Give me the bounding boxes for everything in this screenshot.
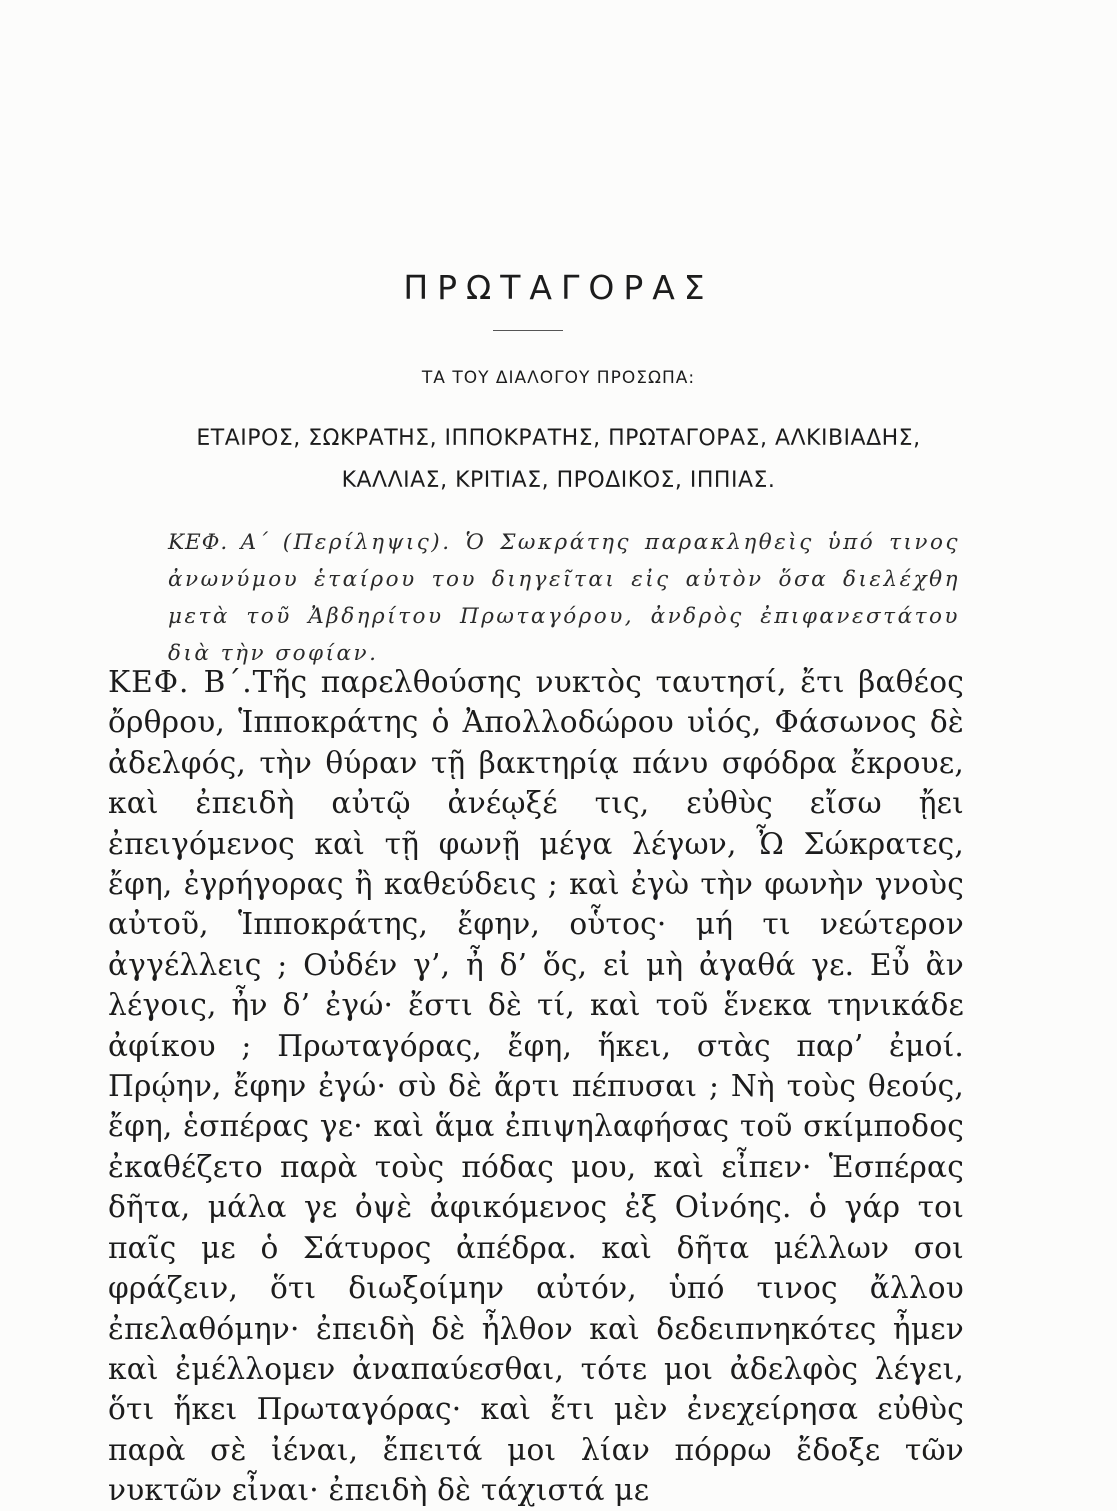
chapter-a-label: ΚΕΦ. Α΄ [168, 530, 269, 555]
chapter-b-body [108, 662, 964, 1511]
persons-list [130, 418, 987, 502]
persons-line-2: ΚΑΛΛΙΑΣ, ΚΡΙΤΙΑΣ, ΠΡΟΔΙΚΟΣ, ΙΠΠΙΑΣ. [341, 468, 776, 493]
chapter-b-label: ΚΕΦ. Β΄. [108, 665, 253, 699]
persons-heading: ΤΑ ΤΟΥ ΔΙΑΛΟΓΟΥ ΠΡΟΣΩΠΑ: [421, 368, 696, 388]
chapter-a-text: Ὁ Σωκράτης παρακληθεὶς ὑπό τινος ἀνωνύμου ἑταίρου του διηγεῖται εἰς αὐτὸν ὅσα διελέχθη μετὰ τοῦ Ἀβδηρίτου Πρωταγόρου, ἀνδρὸς ἐπιφανεστάτου διὰ τὴν σοφίαν. [168, 530, 960, 666]
title-divider [493, 330, 563, 331]
chapter-a-subtitle: (Περίληψις). [282, 530, 452, 555]
chapter-b-text: Τῆς παρελθούσης νυκτὸς ταυτησί, ἔτι βαθέος ὄρθρου, Ἱπποκράτης ὁ Ἀπολλοδώρου υἱός, Φάσωνος δὲ ἀδελφός, τὴν θύραν τῇ βακτηρίᾳ πάνυ σφόδρα ἔκρουε, καὶ ἐπειδὴ αὐτῷ ἀνέῳξέ τις, εὐθὺς εἴσω ᾔει ἐπειγόμενος καὶ τῇ φωνῇ μέγα λέγων, Ὦ Σώκρατες, ἔφη, ἐγρήγορας ἢ καθεύδεις ; καὶ ἐγὼ τὴν φωνὴν γνοὺς αὐτοῦ, Ἱπποκράτης, ἔφην, οὗτος· μή τι νεώτερον ἀγγέλλεις ; Οὐδέν γ’, ἦ δ’ ὅς, εἰ μὴ ἀγαθά γε. Εὖ ἂν λέγοις, ἦν δ’ ἐγώ· ἔστι δὲ τί, καὶ τοῦ ἕνεκα τηνικάδε ἀφίκου ; Πρωταγόρας, ἔφη, ἥκει, στὰς παρ’ ἐμοί. Πρῴην, ἔφην ἐγώ· σὺ δὲ ἄρτι πέπυσαι ; Νὴ τοὺς θεούς, ἔφη, ἑσπέρας γε· καὶ ἅμα ἐπιψηλαφήσας τοῦ σκίμποδος ἐκαθέζετο παρὰ τοὺς πόδας μου, καὶ εἶπεν· Ἑσπέρας δῆτα, μάλα γε ὀψὲ ἀφικόμενος ἐξ Οἰνόης. ὁ γάρ τοι παῖς με ὁ Σάτυρος ἀπέδρα. καὶ δῆτα μέλλων σοι φράζειν, ὅτι διωξοίμην αὐτόν, ὑπό τινος ἄλλου ἐπελαθόμην· ἐπειδὴ δὲ ἦλθον καὶ δεδειπνηκότες ἦμεν καὶ ἐμέλλομεν ἀναπαύεσθαι, τότε μοι ἀδελφὸς λέγει, ὅτι ἥκει Πρωταγόρας· καὶ ἔτι μὲν ἐνεχείρησα εὐθὺς παρὰ σὲ ἰέναι, ἔπειτά μοι λίαν πόρρω ἔδοξε τῶν νυκτῶν εἶναι· ἐπειδὴ δὲ τάχιστά με [108, 665, 964, 1508]
persons-line-1: ΕΤΑΙΡΟΣ, ΣΩΚΡΑΤΗΣ, ΙΠΠΟΚΡΑΤΗΣ, ΠΡΩΤΑΓΟΡΑΣ, ΑΛΚΙΒΙΑΔΗΣ, [196, 426, 921, 451]
chapter-a-summary [168, 524, 960, 672]
dialogue-title: ΠΡΩΤΑΓΟΡΑΣ [403, 268, 714, 307]
